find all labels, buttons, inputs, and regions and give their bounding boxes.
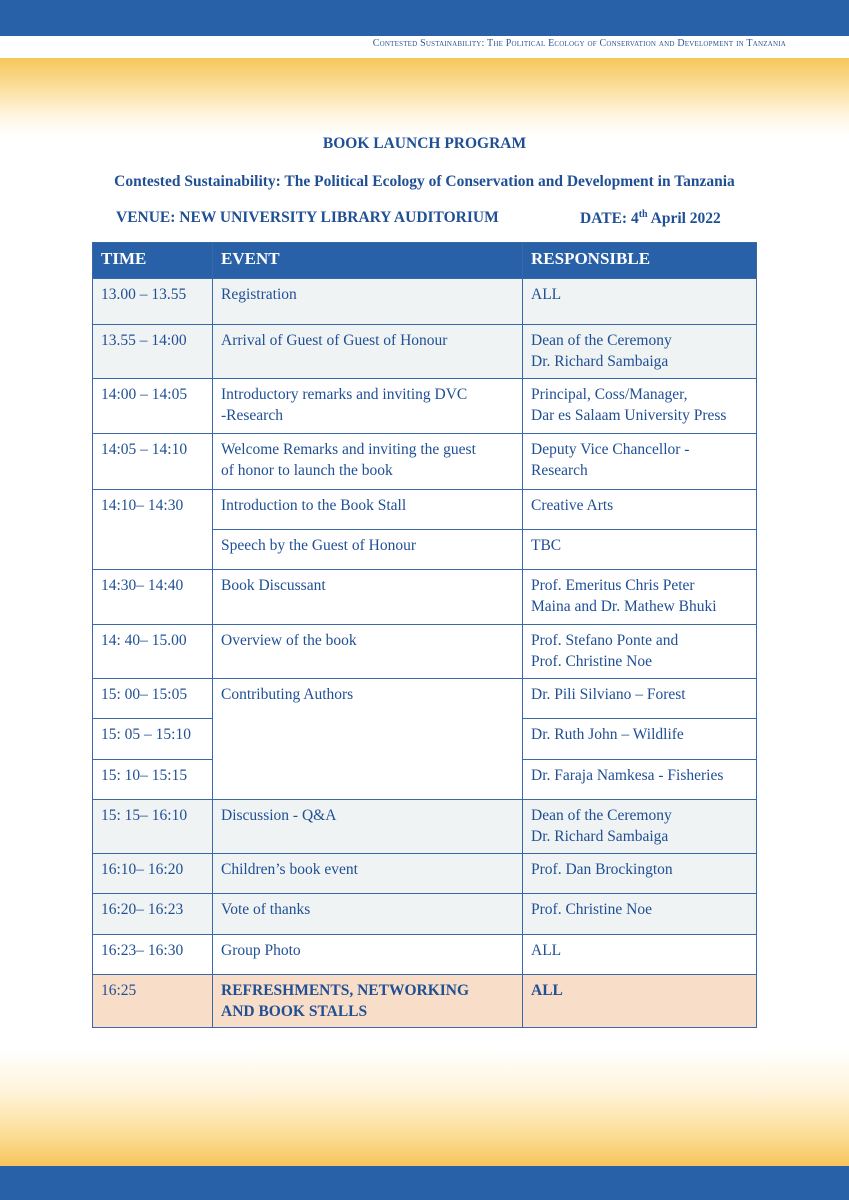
event-cell: Overview of the book <box>213 625 523 679</box>
date-prefix: DATE: 4 <box>580 210 639 228</box>
top-gold-gradient <box>0 58 849 136</box>
responsible-line: Dar es Salaam University Press <box>531 407 727 424</box>
table-row <box>93 854 757 894</box>
table-row <box>93 379 757 434</box>
responsible-cell: Dr. Ruth John – Wildlife <box>523 719 757 760</box>
event-cell: Children’s book event <box>213 854 523 894</box>
event-cell <box>213 379 523 434</box>
responsible-cell: TBC <box>523 530 757 570</box>
program-title: BOOK LAUNCH PROGRAM <box>322 135 527 152</box>
time-cell: 14:10– 14:30 <box>93 490 213 570</box>
event-cell: Book Discussant <box>213 570 523 625</box>
event-line: AND BOOK STALLS <box>221 1003 368 1020</box>
header-responsible: RESPONSIBLE <box>523 243 757 279</box>
responsible-cell: Dr. Faraja Namkesa - Fisheries <box>523 760 757 800</box>
time-cell: 14:30– 14:40 <box>93 570 213 625</box>
time-cell: 16:25 <box>93 975 213 1028</box>
bottom-gold-gradient <box>0 1050 849 1166</box>
responsible-line: Prof. Emeritus Chris Peter <box>531 577 695 594</box>
venue-text: VENUE: NEW UNIVERSITY LIBRARY AUDITORIUM <box>116 209 499 226</box>
event-cell: Arrival of Guest of Guest of Honour <box>213 325 523 379</box>
time-cell: 15: 00– 15:05 <box>93 679 213 719</box>
date-text <box>580 209 721 228</box>
event-line: Welcome Remarks and inviting the guest <box>221 441 476 458</box>
responsible-line: Deputy Vice Chancellor - <box>531 441 690 458</box>
responsible-cell: ALL <box>523 935 757 975</box>
responsible-line: Dean of the Ceremony <box>531 332 672 349</box>
responsible-line: Prof. Christine Noe <box>531 653 652 670</box>
table-row <box>93 570 757 625</box>
venue-date-line <box>116 209 746 227</box>
responsible-cell <box>523 570 757 625</box>
responsible-cell <box>523 434 757 490</box>
program-table <box>92 242 757 1028</box>
responsible-line: Prof. Stefano Ponte and <box>531 632 679 649</box>
responsible-cell: Dr. Pili Silviano – Forest <box>523 679 757 719</box>
time-cell: 15: 05 – 15:10 <box>93 719 213 760</box>
responsible-cell <box>523 379 757 434</box>
time-cell: 16:10– 16:20 <box>93 854 213 894</box>
responsible-cell <box>523 625 757 679</box>
time-cell: 14:00 – 14:05 <box>93 379 213 434</box>
date-ordinal: th <box>638 209 648 220</box>
responsible-cell: ALL <box>523 975 757 1028</box>
event-cell: Speech by the Guest of Honour <box>213 530 523 570</box>
responsible-cell: Creative Arts <box>523 490 757 530</box>
event-cell: Discussion - Q&A <box>213 800 523 854</box>
time-cell: 16:20– 16:23 <box>93 894 213 935</box>
responsible-cell <box>523 800 757 854</box>
title-block <box>0 134 849 192</box>
responsible-cell: ALL <box>523 279 757 325</box>
event-line: of honor to launch the book <box>221 462 393 479</box>
event-cell <box>213 975 523 1028</box>
event-cell: Registration <box>213 279 523 325</box>
responsible-line: Principal, Coss/Manager, <box>531 386 688 403</box>
top-banner-bar <box>0 0 849 36</box>
table-row <box>93 490 757 530</box>
responsible-line: Research <box>531 462 588 479</box>
event-line: REFRESHMENTS, NETWORKING <box>221 982 470 999</box>
responsible-line: Dr. Richard Sambaiga <box>531 353 669 370</box>
responsible-cell: Prof. Christine Noe <box>523 894 757 935</box>
event-cell <box>213 434 523 490</box>
header-event: EVENT <box>213 243 523 279</box>
table-row <box>93 894 757 935</box>
responsible-cell <box>523 325 757 379</box>
event-cell: Introduction to the Book Stall <box>213 490 523 530</box>
table-row <box>93 434 757 490</box>
time-cell: 13.00 – 13.55 <box>93 279 213 325</box>
event-cell: Contributing Authors <box>213 679 523 800</box>
event-line: -Research <box>221 407 283 424</box>
responsible-line: Dr. Richard Sambaiga <box>531 828 669 845</box>
responsible-line: Maina and Dr. Mathew Bhuki <box>531 598 717 615</box>
time-cell: 14:05 – 14:10 <box>93 434 213 490</box>
time-cell: 14: 40– 15.00 <box>93 625 213 679</box>
responsible-cell: Prof. Dan Brockington <box>523 854 757 894</box>
table-row <box>93 325 757 379</box>
time-cell: 15: 10– 15:15 <box>93 760 213 800</box>
time-cell: 13.55 – 14:00 <box>93 325 213 379</box>
table-row <box>93 935 757 975</box>
book-title: Contested Sustainability: The Political Ecology of Conservation and Development in Tanzania <box>114 173 735 190</box>
header-time: TIME <box>93 243 213 279</box>
table-row <box>93 800 757 854</box>
time-cell: 15: 15– 16:10 <box>93 800 213 854</box>
date-rest: April 2022 <box>647 210 721 228</box>
event-line: Introductory remarks and inviting DVC <box>221 386 468 403</box>
bottom-banner-bar <box>0 1166 849 1200</box>
responsible-line: Dean of the Ceremony <box>531 807 672 824</box>
table-row <box>93 625 757 679</box>
table-row <box>93 279 757 325</box>
table-row <box>93 679 757 719</box>
event-cell: Group Photo <box>213 935 523 975</box>
running-header-title: Contested Sustainability: The Political Ecology of Conservation and Development in Tanzania <box>372 38 786 49</box>
time-cell: 16:23– 16:30 <box>93 935 213 975</box>
table-header-row <box>93 243 757 279</box>
table-row <box>93 975 757 1028</box>
event-cell: Vote of thanks <box>213 894 523 935</box>
